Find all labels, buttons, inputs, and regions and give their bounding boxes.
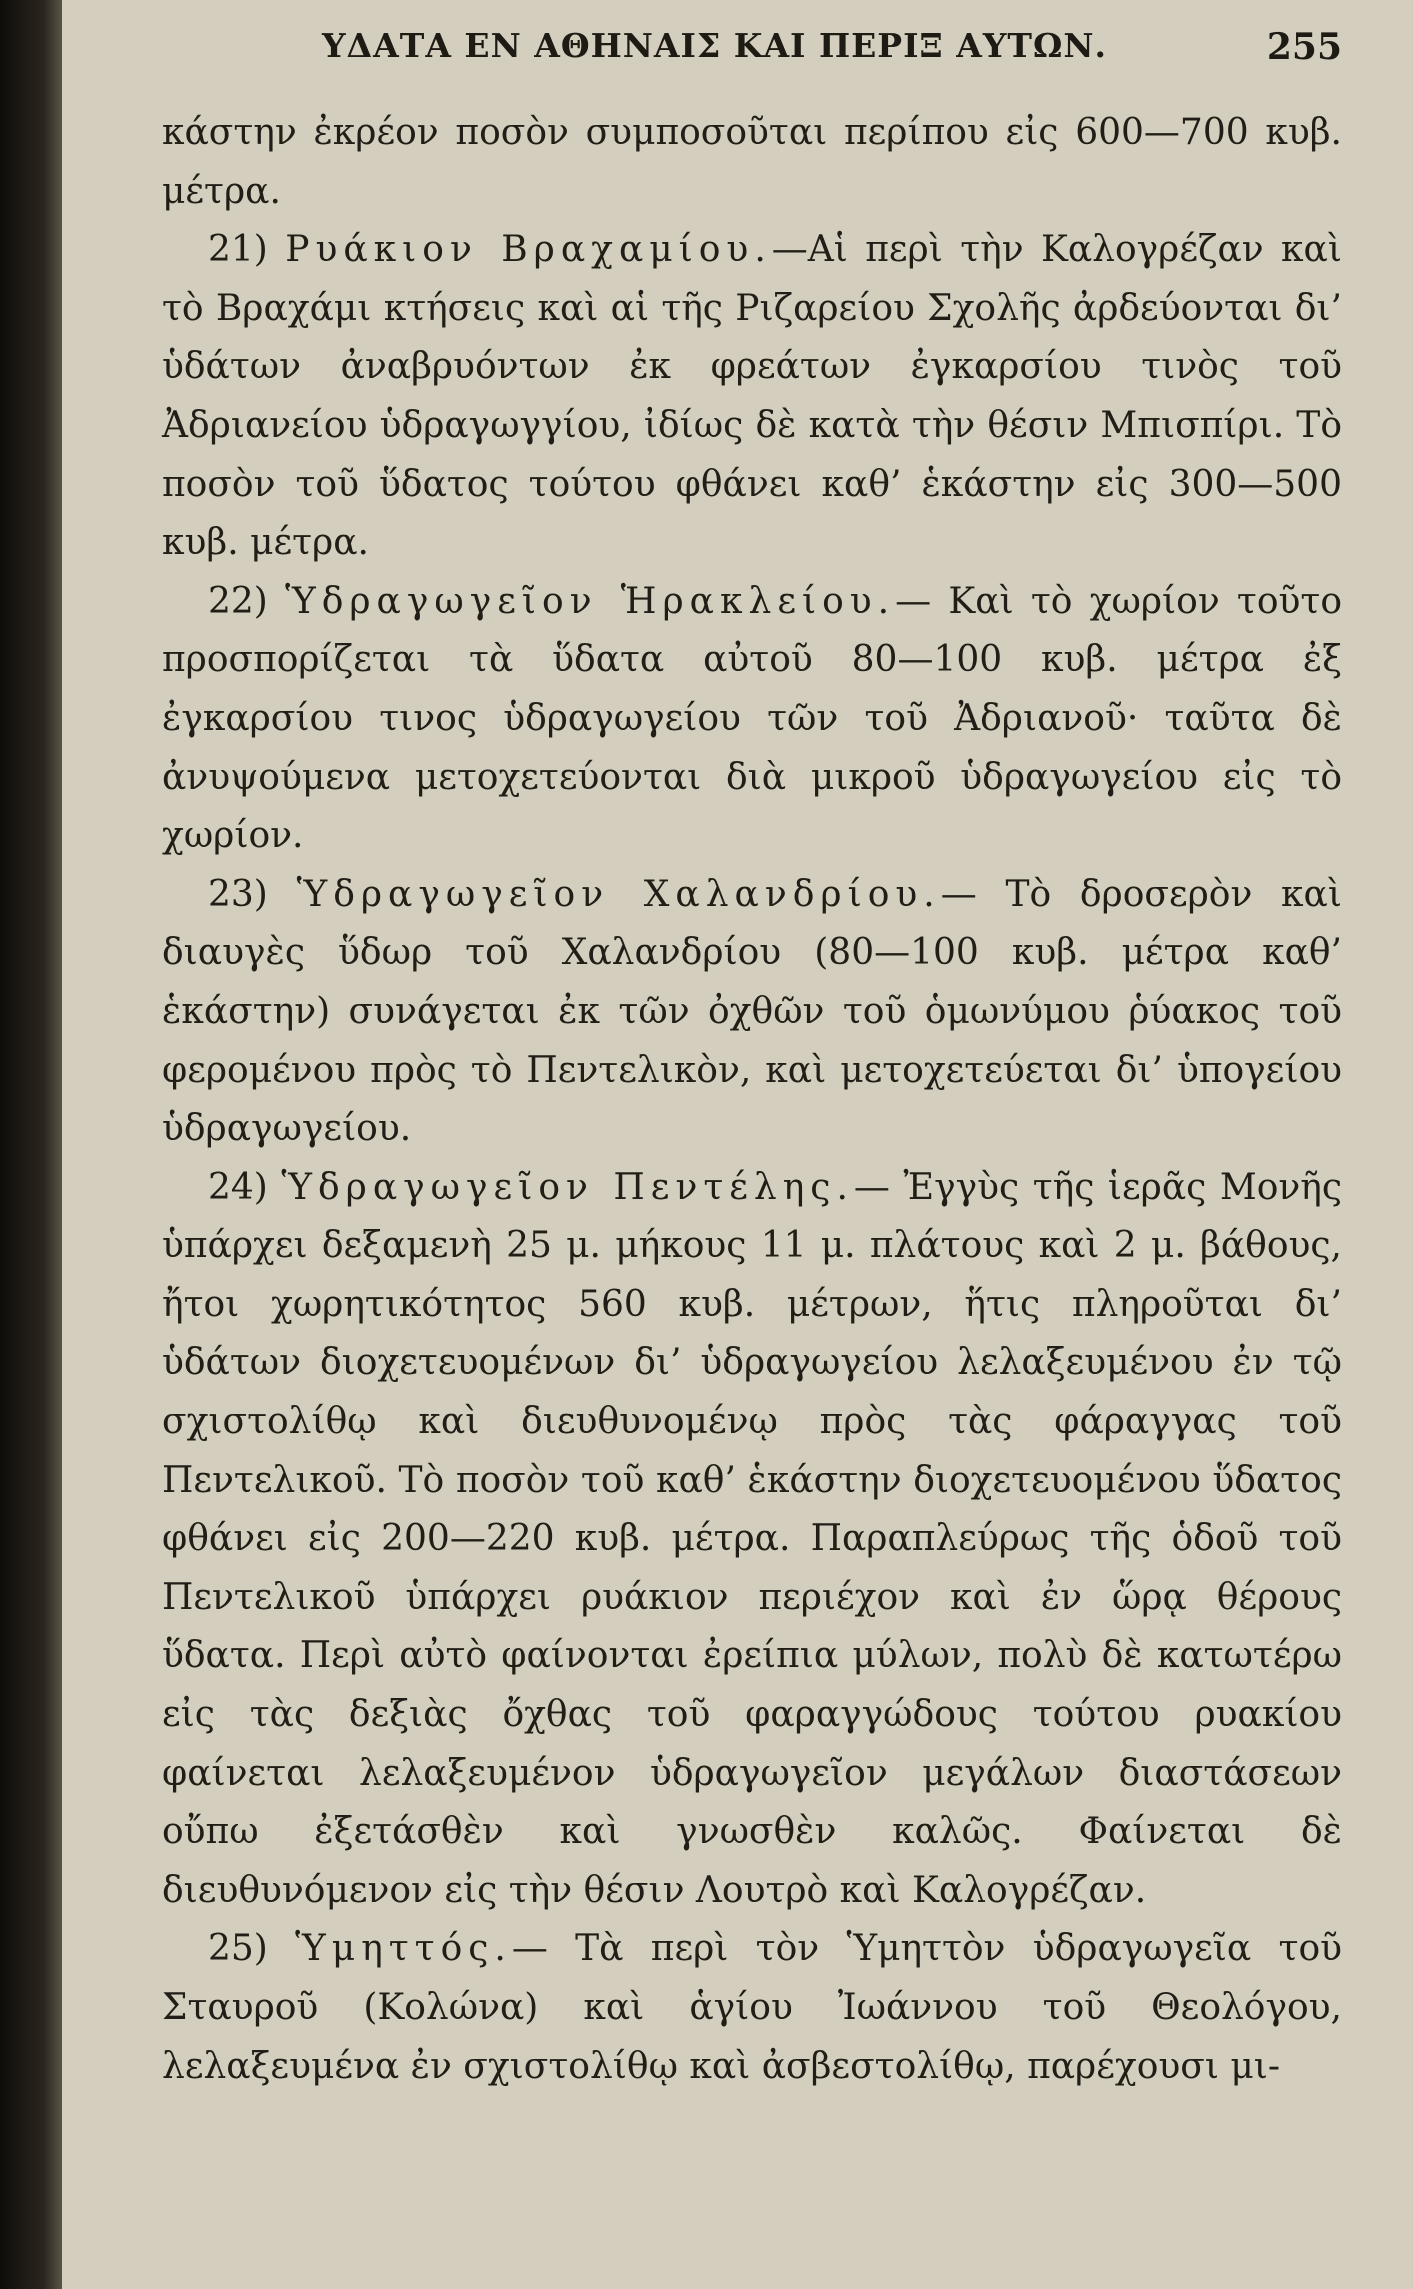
paragraph-text: — Τὰ περὶ τὸν Ὑμηττὸν ὑδραγωγεῖα τοῦ Σταυροῦ (Κολώνα) καὶ ἁγίου Ἰωάννου τοῦ Θεολόγου, λελαξευμένα ἐν σχιστολίθῳ καὶ ἀσβεστολίθῳ, παρέχουσι μι-: [162, 1928, 1342, 2087]
section-title: Ὑμηττός.: [295, 1928, 512, 1970]
section-25-paragraph: [162, 1920, 1342, 2096]
paragraph-text: κάστην ἐκρέον ποσὸν συμποσοῦται περίπου εἰς 600—700 κυβ. μέτρα.: [162, 112, 1342, 212]
paragraph-text: — Τὸ δροσερὸν καὶ διαυγὲς ὕδωρ τοῦ Χαλανδρίου (80—100 κυβ. μέτρα καθ’ ἑκάστην) συνάγεται ἐκ τῶν ὀχθῶν τοῦ ὁμωνύμου ῥύακος τοῦ φερομένου πρὸς τὸ Πεντελικὸν, καὶ μετοχετεύεται δι’ ὑπογείου ὑδραγωγείου.: [162, 873, 1342, 1150]
book-page: [62, 0, 1413, 2289]
section-number: 21): [208, 229, 268, 271]
section-number: 24): [208, 1166, 268, 1208]
section-24-paragraph: [162, 1159, 1342, 1921]
section-title: Ὑδραγωγεῖον Πεντέλης.: [281, 1166, 854, 1208]
paragraph-continuation: [162, 104, 1342, 221]
section-title: Ὑδραγωγεῖον Ἡρακλείου.: [285, 580, 896, 622]
section-number: 23): [208, 873, 268, 915]
section-title: Ὑδραγωγεῖον Χαλανδρίου.: [296, 873, 941, 915]
paragraph-text: —Αἱ περὶ τὴν Καλογρέζαν καὶ τὸ Βραχάμι κτήσεις καὶ αἱ τῆς Ριζαρείου Σχολῆς ἀρδεύονται δι’ ὑδάτων ἀναβρυόντων ἐκ φρεάτων ἐγκαρσίου τινὸς τοῦ Ἀδριανείου ὑδραγωγγίου, ἰδίως δὲ κατὰ τὴν θέσιν Μπισπίρι. Τὸ ποσὸν τοῦ ὕδατος τούτου φθάνει καθ’ ἑκάστην εἰς 300—500 κυβ. μέτρα.: [162, 229, 1342, 564]
section-title: Ρυάκιον Βραχαμίου.: [285, 229, 772, 271]
section-22-paragraph: [162, 573, 1342, 866]
section-number: 22): [208, 580, 268, 622]
running-head: ΥΔΑΤΑ ΕΝ ΑΘΗΝΑΙΣ ΚΑΙ ΠΕΡΙΞ ΑΥΤΩΝ.: [322, 26, 1108, 65]
section-21-paragraph: [162, 221, 1342, 573]
paragraph-text: — Ἐγγὺς τῆς ἱερᾶς Μονῆς ὑπάρχει δεξαμενὴ 25 μ. μήκους 11 μ. πλάτους καὶ 2 μ. βάθους, ἤτοι χωρητικότητος 560 κυβ. μέτρων, ἥτις πληροῦται δι’ ὑδάτων διοχετευομένων δι’ ὑδραγωγείου λελαξευμένου ἐν τῷ σχιστολίθῳ καὶ διευθυνομένῳ πρὸς τὰς φάραγγας τοῦ Πεντελικοῦ. Τὸ ποσὸν τοῦ καθ’ ἑκάστην διοχετευομένου ὕδατος φθάνει εἰς 200—220 κυβ. μέτρα. Παραπλεύρως τῆς ὁδοῦ τοῦ Πεντελικοῦ ὑπάρχει ρυάκιον περιέχον καὶ ἐν ὥρᾳ θέρους ὕδατα. Περὶ αὐτὸ φαίνονται ἐρείπια μύλων, πολὺ δὲ κατωτέρω εἰς τὰς δεξιὰς ὄχθας τοῦ φαραγγώδους τούτου ρυακίου φαίνεται λελαξευμένον ὑδραγωγεῖον μεγάλων διαστάσεων οὔπω ἐξετάσθὲν καὶ γνωσθὲν καλῶς. Φαίνεται δὲ διευθυνόμενον εἰς τὴν θέσιν Λουτρὸ καὶ Καλογρέζαν.: [162, 1166, 1342, 1911]
body-text: [162, 104, 1342, 2096]
binding-gutter: [0, 0, 62, 2289]
page-header: [322, 26, 1342, 72]
paragraph-text: — Καὶ τὸ χωρίον τοῦτο προσπορίζεται τὰ ὕδατα αὐτοῦ 80—100 κυβ. μέτρα ἐξ ἐγκαρσίου τινος ὑδραγωγείου τῶν τοῦ Ἀδριανοῦ· ταῦτα δὲ ἀνυψούμενα μετοχετεύονται διὰ μικροῦ ὑδραγωγείου εἰς τὸ χωρίον.: [162, 580, 1342, 857]
section-number: 25): [208, 1928, 268, 1970]
page-number: 255: [1266, 26, 1342, 68]
section-23-paragraph: [162, 866, 1342, 1159]
